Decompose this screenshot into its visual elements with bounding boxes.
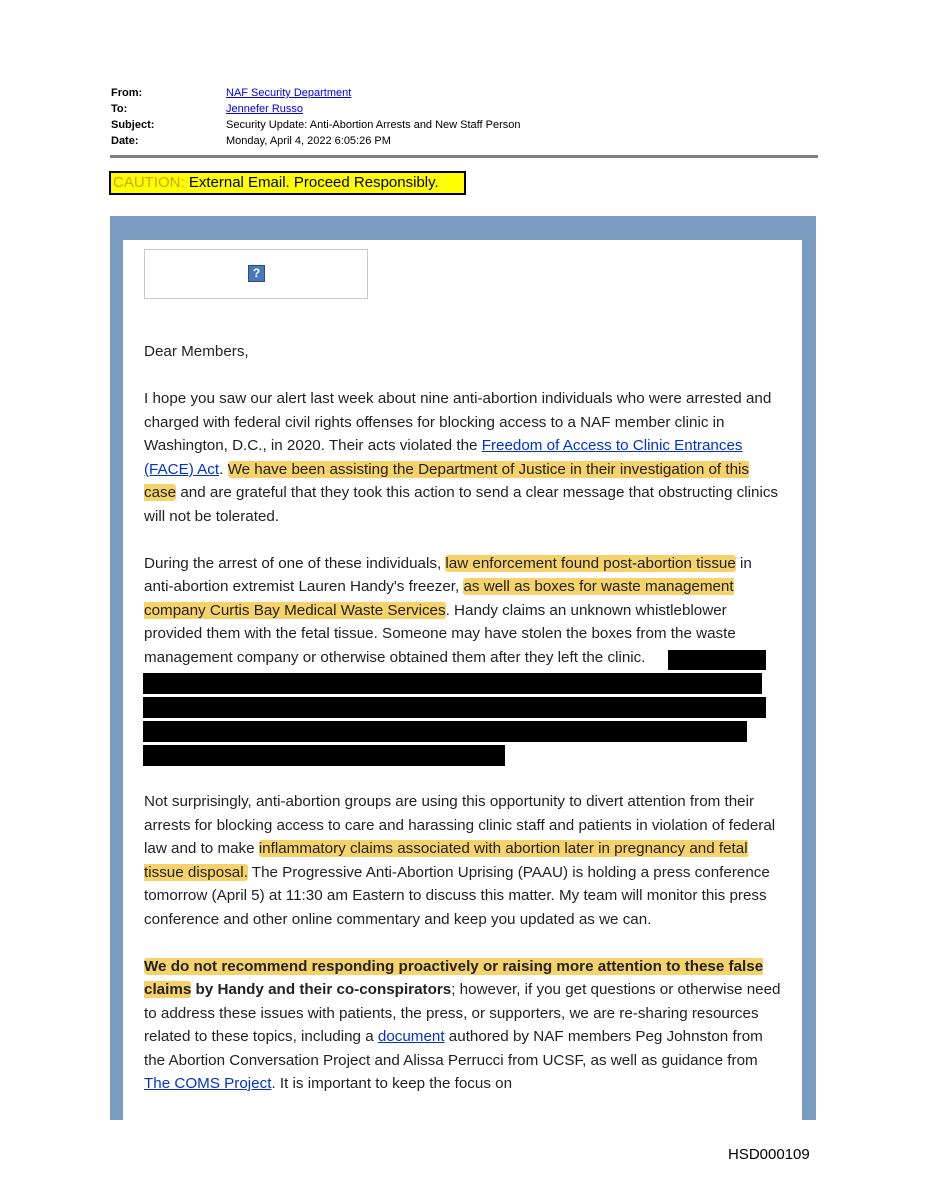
bates-number: HSD000109 — [728, 1146, 810, 1163]
p2-text-b: in anti-abortion extremist Lauren Handy's freezer, — [144, 554, 752, 595]
greeting: Dear Members, — [144, 343, 249, 360]
date-value: Monday, April 4, 2022 6:05:26 PM — [226, 135, 391, 147]
p1-text-a: I hope you saw our alert last week about nine anti-abortion individuals who were arrested and charged with federal civil rights offenses for blocking access to a NAF member clinic in Washington, D.C., in 2020. Their acts violated the — [144, 390, 772, 454]
p2-text-c: . Handy claims an unknown whistleblower provided them with the fetal tissue. Someone may have stolen the boxes from the waste management company or otherwise obtained them after they left the clinic. — [144, 601, 736, 666]
face-act-link[interactable]: Freedom of Access to Clinic Entrances (FACE) Act — [144, 437, 743, 478]
paragraph-4 — [144, 955, 784, 1095]
redaction-bar — [143, 745, 505, 766]
p3-text-a: Not surprisingly, anti-abortion groups are using this opportunity to divert attention from their arrests for blocking access to care and harassing clinic staff and patients in violation of federal law and to make — [144, 793, 776, 857]
p2-highlight-2: as well as boxes for waste management company Curtis Bay Medical Waste Services — [144, 578, 734, 619]
coms-project-link[interactable]: The COMS Project — [144, 1075, 272, 1092]
email-header — [111, 85, 521, 149]
date-label: Date: — [111, 135, 139, 147]
to-row — [111, 101, 521, 117]
p1-text-c: and are grateful that they took this action to send a clear message that obstructing clinics will not be tolerated. — [144, 484, 779, 525]
from-row — [111, 85, 521, 101]
paragraph-1 — [144, 387, 784, 528]
p4-text-b: authored by NAF members Peg Johnston from the Abortion Conversation Project and Alissa Perrucci from UCSF, as well as guidance from — [144, 1028, 763, 1069]
p3-highlight: inflammatory claims associated with abortion later in pregnancy and fetal tissue disposal. — [144, 840, 748, 881]
caution-text: External Email. Proceed Responsibly. — [184, 174, 439, 191]
p1-text-b: . — [219, 460, 228, 478]
p4-highlight: We do not recommend responding proactively or raising more attention to these false claims — [144, 957, 764, 998]
email-body — [144, 340, 784, 669]
p4-text-a: ; however, if you get questions or otherwise need to address these issues with patients, the press, or supporters, we are re-sharing resources related to these topics, including a — [144, 981, 781, 1045]
to-label: To: — [111, 103, 128, 115]
p3-text-b: The Progressive Anti-Abortion Uprising (PAAU) is holding a press conference tomorrow (April 5) at 11:30 am Eastern to discuss this matter. My team will monitor this press conference and other online commentary and keep you updated as we can. — [144, 863, 770, 928]
redaction-bar — [143, 697, 766, 718]
p4-text-c: . It is important to keep the focus on — [271, 1075, 513, 1092]
p2-highlight-1: law enforcement found post-abortion tissue — [445, 554, 736, 572]
subject-value: Security Update: Anti-Abortion Arrests and New Staff Person — [226, 119, 521, 131]
to-link[interactable]: Jennefer Russo — [226, 103, 304, 115]
subject-label: Subject: — [111, 119, 155, 131]
email-body-continued — [144, 790, 784, 1118]
from-link[interactable]: NAF Security Department — [226, 87, 352, 99]
redaction-bar — [143, 721, 747, 742]
p4-bold: by Handy and their co-conspirators — [191, 981, 452, 998]
redaction-bar — [143, 673, 762, 694]
redaction-bar — [668, 650, 766, 670]
document-link[interactable]: document — [377, 1028, 445, 1045]
header-divider — [110, 155, 818, 158]
from-label: From: — [111, 87, 143, 99]
p1-highlight: We have been assisting the Department of Justice in their investigation of this case — [144, 460, 750, 501]
caution-banner — [109, 171, 466, 195]
date-row — [111, 133, 521, 149]
paragraph-3 — [144, 790, 784, 931]
broken-image-icon: ? — [248, 265, 265, 282]
caution-label: CAUTION: — [113, 174, 185, 191]
subject-row — [111, 117, 521, 133]
p2-text-a: During the arrest of one of these individuals, — [144, 554, 446, 572]
